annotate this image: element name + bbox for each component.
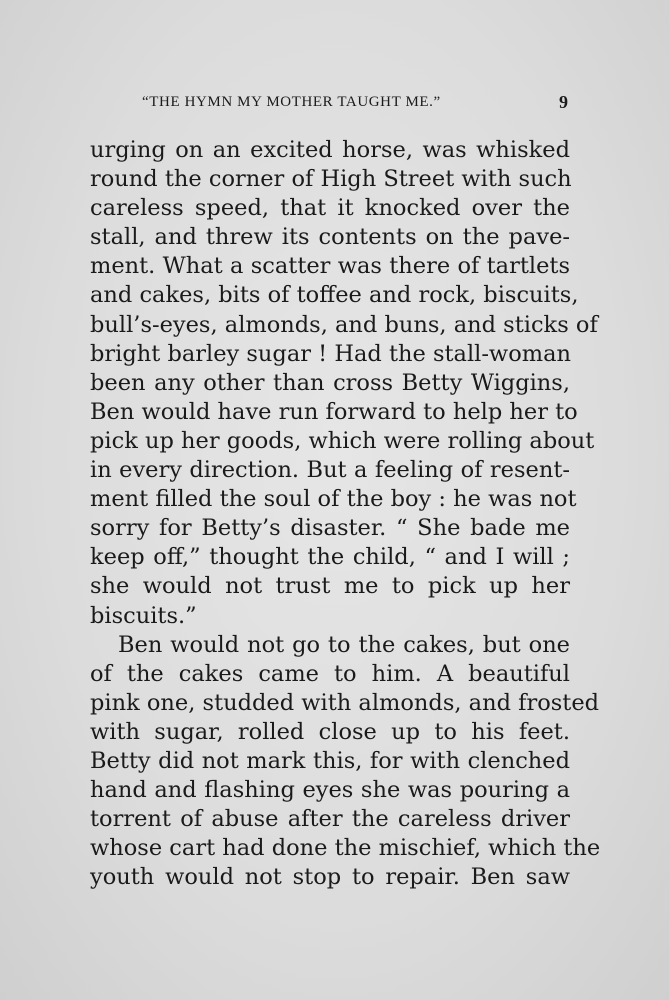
text-line: bright barley sugar ! Had the stall-woman: [90, 340, 571, 367]
text-line: hand and flashing eyes she was pouring a: [90, 777, 570, 804]
text-line: in every direction. But a feeling of resent-: [90, 457, 570, 484]
text-line: she would not trust me to pick up her: [90, 573, 570, 600]
text-line: Betty did not mark this, for with clenched: [90, 747, 570, 774]
running-head: [90, 94, 570, 118]
text-line: urging on an excited horse, was whisked: [90, 137, 570, 163]
text-line: of the cakes came to him. A beautiful: [90, 660, 570, 687]
text-line: pink one, studded with almonds, and frosted: [90, 689, 600, 716]
text-line: sorry for Betty’s disaster. “ She bade me: [90, 515, 570, 542]
text-line: ment filled the soul of the boy : he was not: [90, 486, 577, 513]
text-line: ment. What a scatter was there of tartlets: [90, 253, 570, 280]
text-line: careless speed, that it knocked over the: [90, 195, 570, 222]
page-number: 9: [559, 92, 568, 112]
text-line: round the corner of High Street with such: [90, 166, 572, 193]
text-line-paragraph-end: biscuits.”: [90, 602, 197, 629]
text-line: whose cart had done the mischief, which the: [90, 835, 601, 862]
text-line: and cakes, bits of toffee and rock, biscuits,: [90, 282, 579, 309]
text-line: with sugar, rolled close up to his feet.: [90, 718, 570, 745]
text-line: Ben would have run forward to help her to: [90, 398, 578, 425]
text-line: keep off,” thought the child, “ and I will ;: [90, 544, 570, 571]
text-line: torrent of abuse after the careless driver: [90, 806, 570, 833]
text-line: pick up her goods, which were rolling about: [90, 427, 595, 454]
text-line: youth would not stop to repair. Ben saw: [90, 864, 570, 891]
running-title: “THE HYMN MY MOTHER TAUGHT ME.”: [142, 94, 441, 110]
text-line: been any other than cross Betty Wiggins,: [90, 369, 570, 396]
text-line: stall, and threw its contents on the pave-: [90, 224, 570, 251]
text-line-paragraph-start: Ben would not go to the cakes, but one: [118, 631, 570, 658]
text-line: bull’s-eyes, almonds, and buns, and sticks of: [90, 311, 598, 338]
body-text: [90, 136, 601, 892]
